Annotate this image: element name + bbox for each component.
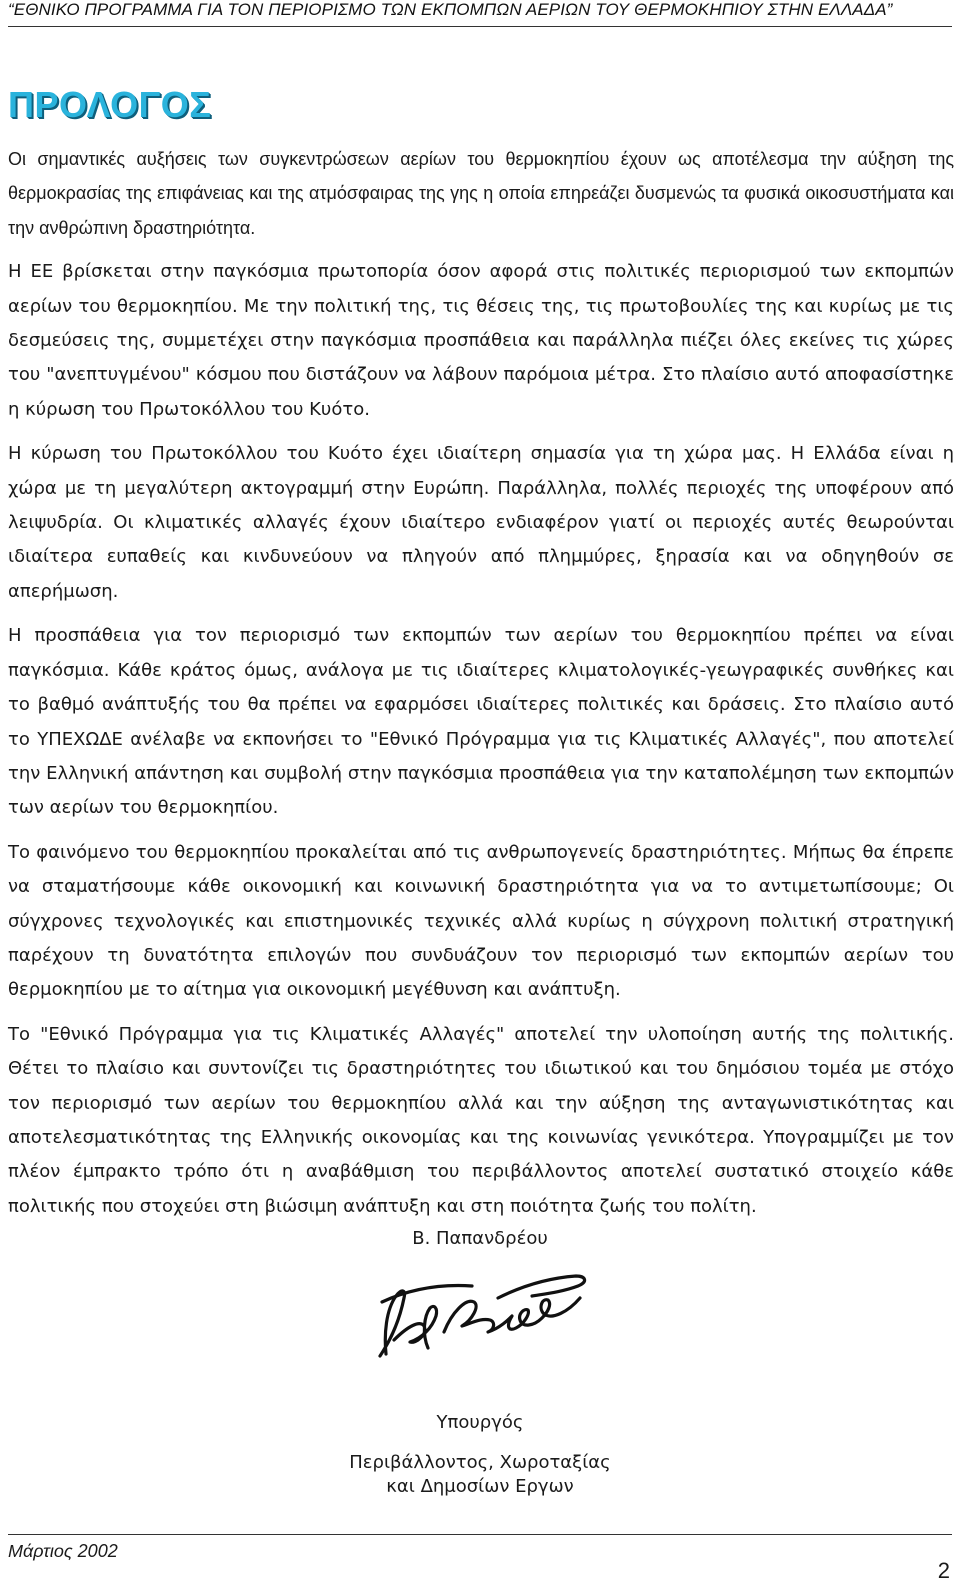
ministry-line-2: και Δημοσίων Εργων <box>386 1476 574 1497</box>
paragraph-4: Η προσπάθεια για τον περιορισμό των εκπομπών των αερίων του θερμοκηπίου πρέπει να είναι παγκόσμια. Κάθε κράτος όμως, ανάλογα με τις ιδιαίτερες κλιματολογικές-γεωγραφικές συνθήκες και το βαθμό ανάπτυξής του θα πρέπει να εφαρμόσει ιδιαίτερες πολιτικές και δράσεις. Στο πλαίσιο αυτό το ΥΠΕΧΩΔΕ ανέλαβε να εκπονήσει το "Εθνικό Πρόγραμμα για τις Κλιματικές Αλλαγές", που αποτελεί την Ελληνική απάντηση και συμβολή στην παγκόσμια προσπάθεια για την καταπολέμηση των εκπομπών των αερίων του θερμοκηπίου. <box>8 625 954 819</box>
paragraph-1: Οι σημαντικές αυξήσεις των συγκεντρώσεων αερίων του θερμοκηπίου έχουν ως αποτέλεσμα την αύξηση της θερμοκρασίας της επιφάνειας και της ατμόσφαιρας της γης η οποία επηρεάζει δυσμενώς τα φυσικά οικοσυστήματα και την ανθρώπινη δραστηριότητα. <box>8 149 954 238</box>
footer-divider <box>8 1534 952 1535</box>
signatory-ministry <box>20 1451 940 1499</box>
paragraph-5: Το φαινόμενο του θερμοκηπίου προκαλείται από τις ανθρωπογενείς δραστηριότητες. Μήπως θα έπρεπε να σταματήσουμε κάθε οικονομική και κοινωνική δραστηριότητα για να το αντιμετωπίσουμε; Οι σύγχρονες τεχνολογικές και επιστημονικές τεχνικές αλλά κυρίως η σύγχρονη πολιτική στρατηγική παρέχουν τη δυνατότητα επιλογών που συνδυάζουν τον περιορισμό των εκπομπών αερίων του θερμοκηπίου με το αίτημα για οικονομική μεγέθυνση και ανάπτυξη. <box>8 841 954 1001</box>
running-header: “ΕΘΝΙΚΟ ΠΡΟΓΡΑΜΜΑ ΓΙΑ ΤΟΝ ΠΕΡΙΟΡΙΣΜΟ ΤΩΝ ΕΚΠΟΜΠΩΝ ΑΕΡΙΩΝ ΤΟΥ ΘΕΡΜΟΚΗΠΙΟΥ ΣΤΗΝ ΕΛΛΑΔΑ” <box>8 0 893 19</box>
page-number: 2 <box>937 1558 950 1583</box>
paragraph-6: Το "Εθνικό Πρόγραμμα για τις Κλιματικές Αλλαγές" αποτελεί την υλοποίηση αυτής της πολιτικής. Θέτει το πλαίσιο και συντονίζει τις δραστηριότητες του ιδιωτικού και του δημόσιου τομέα με στόχο τον περιορισμό των αερίων του θερμοκηπίου αλλά και την αύξηση της ανταγωνιστικότητας και αποτελεσματικότητας της Ελληνικής οικονομίας και της κοινωνίας γενικότερα. Υπογραμμίζει με τον πλέον έμπρακτο τρόπο ότι η αναβάθμιση του περιβάλλοντος αποτελεί συστατικό στοιχείο κάθε πολιτικής που στοχεύει στη βιώσιμη ανάπτυξη και στη ποιότητα ζωής του πολίτη. <box>8 1023 954 1217</box>
paragraph-3: Η κύρωση του Πρωτοκόλλου του Κυότο έχει ιδιαίτερη σημασία για τη χώρα μας. Η Ελλάδα είναι η χώρα με τη μεγαλύτερη ακτογραμμή στην Ευρώπη. Παράλληλα, πολλές περιοχές της υποφέρουν από λειψυδρία. Οι κλιματικές αλλαγές έχουν ιδιαίτερο ενδιαφέρον γιατί οι περιοχές αυτές θεωρούνται ιδιαίτερα ευπαθείς και κινδυνεύουν να πληγούν από πλημμύρες, ξηρασία και να οδηγηθούν σε απερήμωση. <box>8 443 954 602</box>
handwritten-signature <box>372 1268 602 1378</box>
ministry-line-1: Περιβάλλοντος, Χωροταξίας <box>349 1452 611 1473</box>
header-divider <box>8 26 952 27</box>
paragraph-2: Η ΕΕ βρίσκεται στην παγκόσμια πρωτοπορία όσον αφορά στις πολιτικές περιορισμού των εκπομπών αερίων του θερμοκηπίου. Με την πολιτική της, τις θέσεις της, τις πρωτοβουλίες της και κυρίως με τις δεσμεύσεις της, συμμετέχει στην παγκόσμια προσπάθεια και παράλληλα πιέζει όλες εκείνες τις χώρες του "ανεπτυγμένου" κόσμου που διστάζουν να λάβουν παρόμοια μέτρα. Στο πλαίσιο αυτό αποφασίστηκε η κύρωση του Πρωτοκόλλου του Κυότο. <box>8 261 954 420</box>
signatory-role: Υπουργός <box>436 1412 524 1433</box>
signatory-name: Β. Παπανδρέου <box>412 1228 548 1249</box>
body-text <box>8 142 954 1234</box>
footer-date: Μάρτιος 2002 <box>8 1541 118 1561</box>
section-title: ΠΡΟΛΟΓΟΣ <box>8 84 212 125</box>
